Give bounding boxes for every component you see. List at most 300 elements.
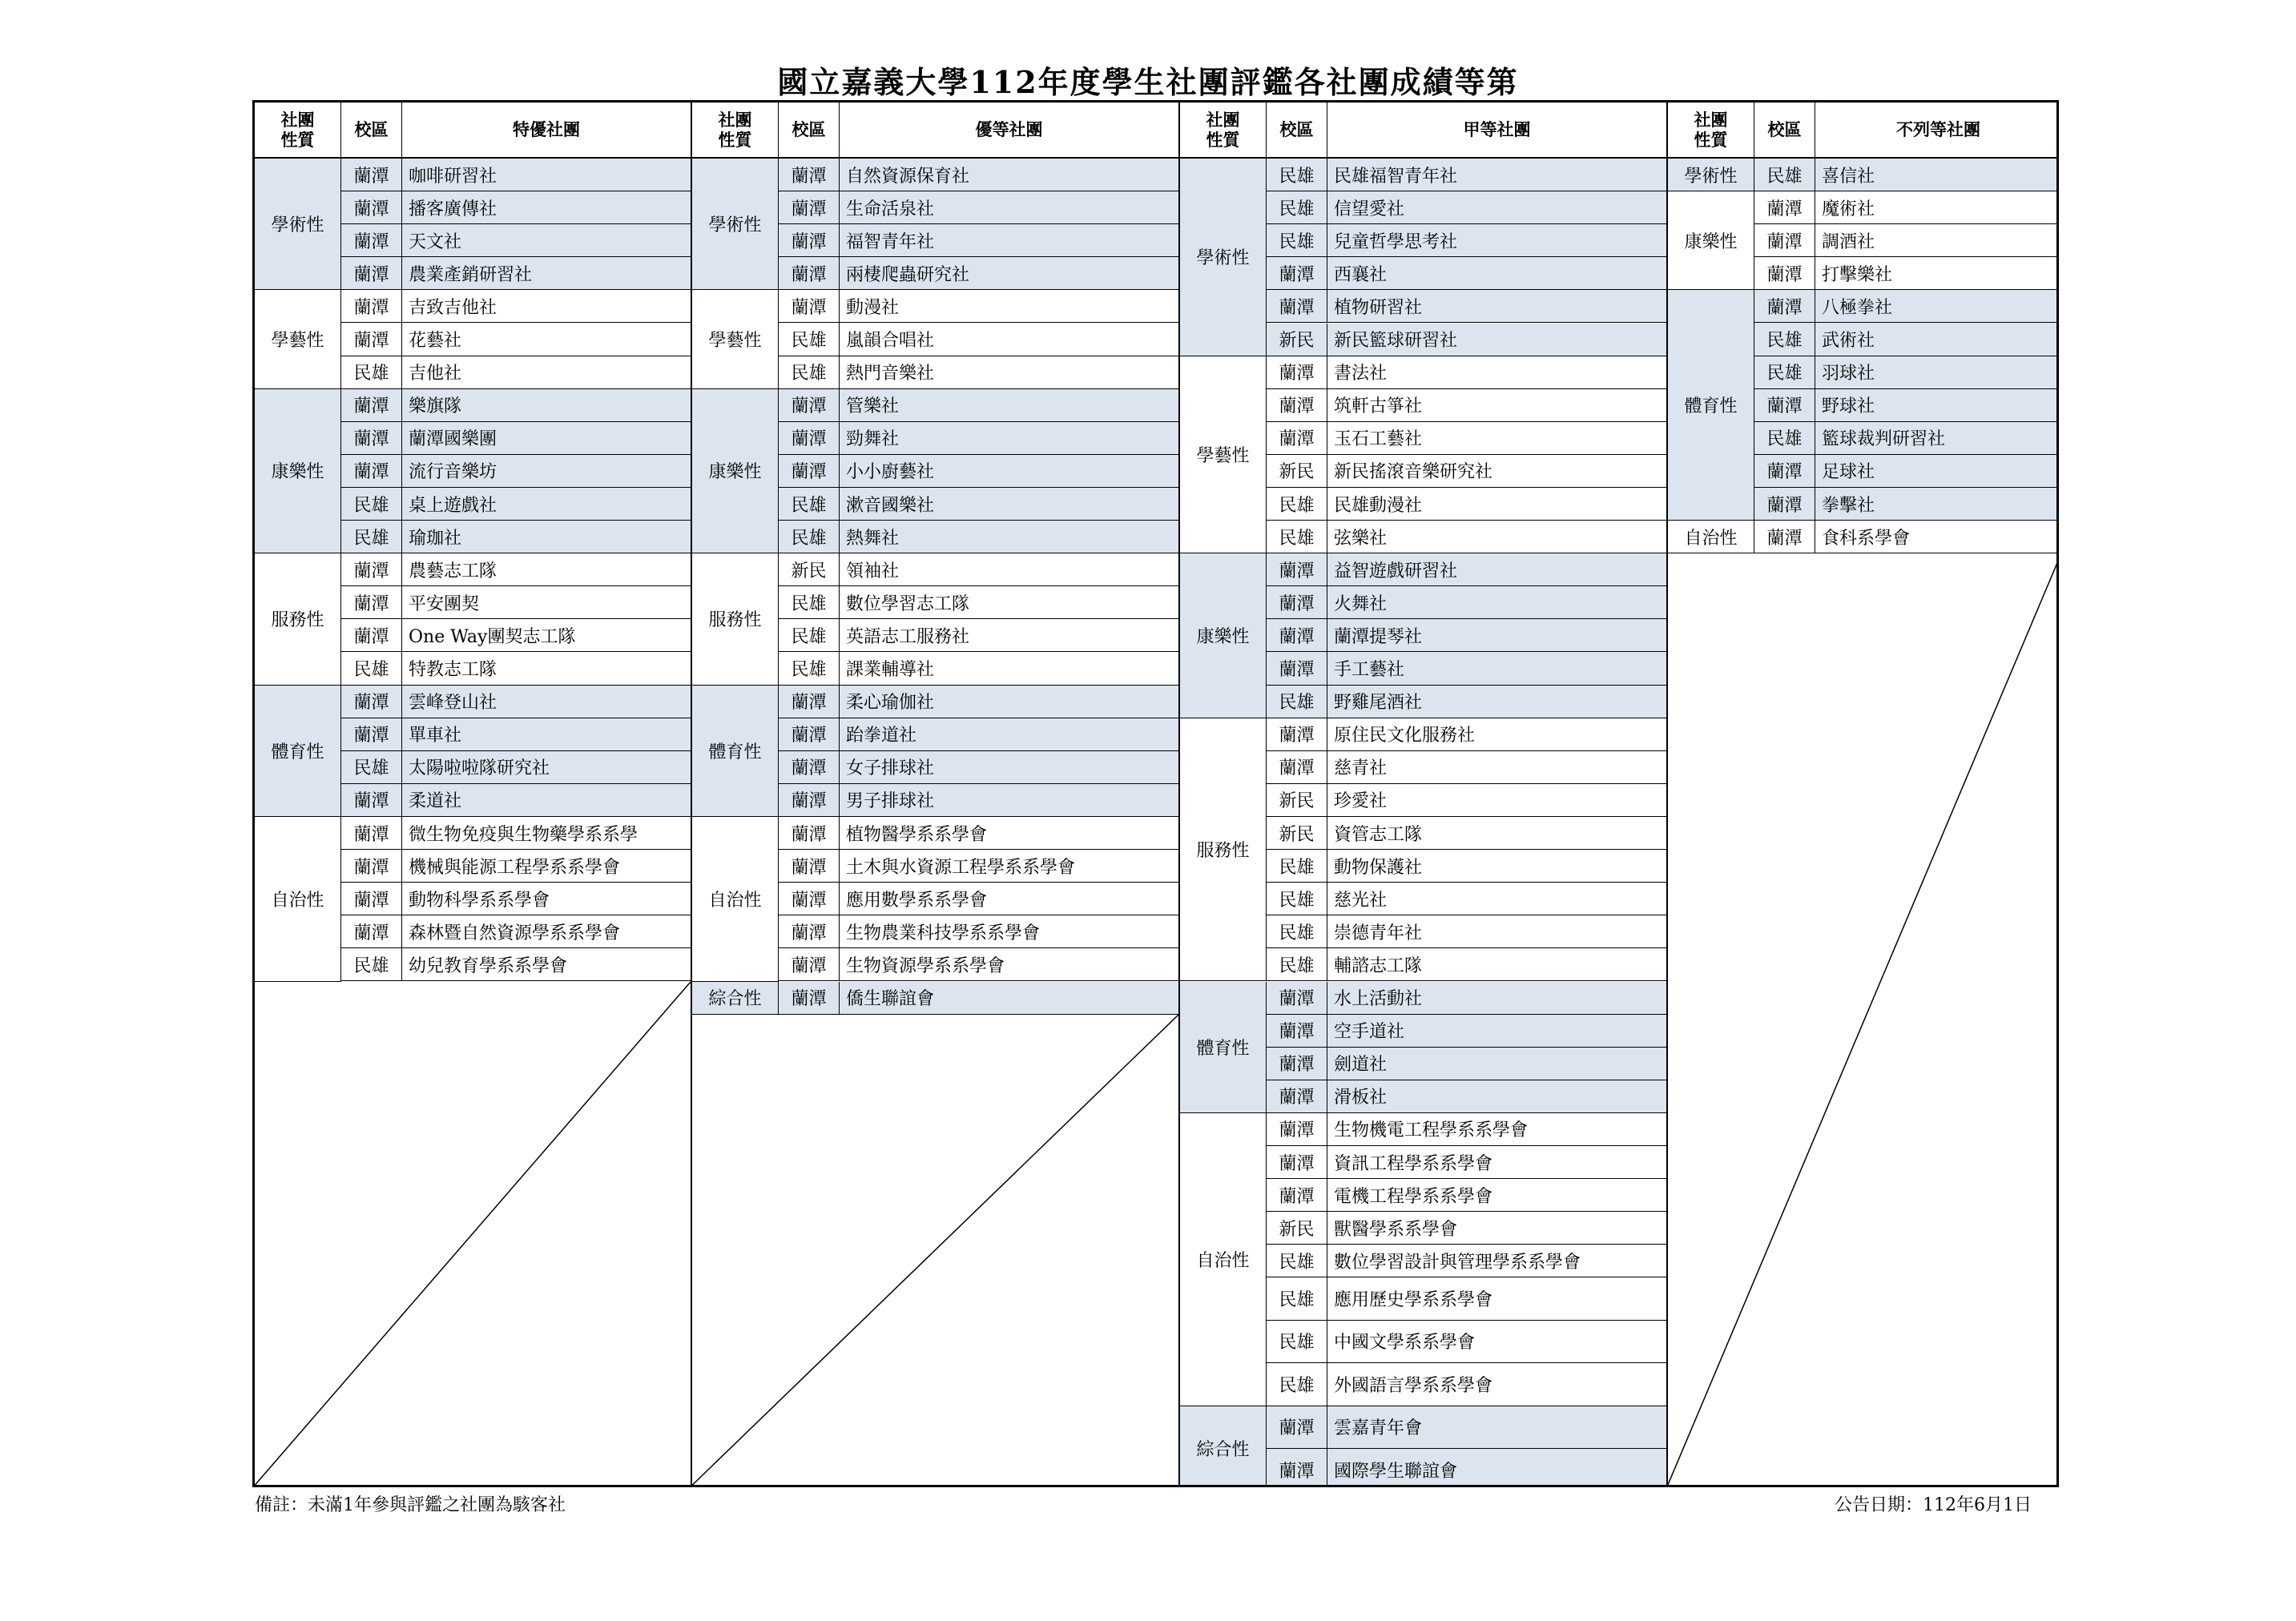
header-campus: 校區 xyxy=(779,103,840,157)
campus-cell: 蘭潭 xyxy=(1267,751,1327,783)
grade-column xyxy=(1668,103,2059,1485)
club-name: 輔諮志工隊 xyxy=(1334,955,1423,976)
club-name: 新民搖滾音樂研究社 xyxy=(1334,462,1493,483)
table-row xyxy=(1267,1321,1666,1363)
header-campus: 校區 xyxy=(1267,103,1327,157)
club-name: 自然資源保育社 xyxy=(846,166,970,187)
campus-cell: 蘭潭 xyxy=(779,191,840,223)
club-name: 播客廣傳社 xyxy=(409,199,497,219)
table-row xyxy=(341,257,691,290)
club-name: 雲嘉青年會 xyxy=(1334,1418,1423,1439)
club-type-cell: 服務性 xyxy=(255,553,341,685)
table-row xyxy=(1267,1212,1666,1245)
campus-cell: 蘭潭 xyxy=(1754,455,1815,487)
diagonal-strike xyxy=(1668,553,2059,1485)
campus-cell: 蘭潭 xyxy=(341,455,402,487)
club-name: 動物保護社 xyxy=(1334,857,1423,878)
campus-cell: 蘭潭 xyxy=(1267,652,1327,684)
campus-cell: 蘭潭 xyxy=(1267,257,1327,289)
club-type-cell: 自治性 xyxy=(692,817,779,982)
club-type-cell: 學術性 xyxy=(1180,159,1267,356)
campus-cell: 蘭潭 xyxy=(1754,488,1815,520)
club-name: 外國語言學系系學會 xyxy=(1334,1375,1493,1396)
club-name: 資管志工隊 xyxy=(1334,824,1423,845)
club-name: 女子排球社 xyxy=(846,758,935,779)
table-row xyxy=(1754,389,2059,422)
club-name: 小小廚藝社 xyxy=(846,462,935,483)
club-name: 蘭潭提琴社 xyxy=(1334,626,1423,647)
club-name: 天文社 xyxy=(409,231,462,252)
club-name: 瑜珈社 xyxy=(409,528,462,549)
club-name: 空手道社 xyxy=(1334,1022,1405,1043)
campus-cell: 民雄 xyxy=(1267,1321,1327,1362)
empty-area xyxy=(692,1015,1178,1485)
table-row xyxy=(341,455,691,488)
campus-cell: 蘭潭 xyxy=(1267,1048,1327,1080)
campus-cell: 蘭潭 xyxy=(341,850,402,882)
table-row xyxy=(779,817,1178,850)
table-row xyxy=(341,488,691,521)
table-row xyxy=(1267,751,1666,784)
table-row xyxy=(779,619,1178,652)
club-name: 中國文學系系學會 xyxy=(1334,1333,1476,1354)
table-row xyxy=(779,686,1178,718)
campus-cell: 民雄 xyxy=(779,652,840,684)
campus-cell: 蘭潭 xyxy=(1267,982,1327,1014)
table-row xyxy=(341,521,691,553)
club-rows xyxy=(341,817,691,982)
campus-cell: 民雄 xyxy=(1267,488,1327,520)
table-row xyxy=(779,323,1178,356)
table-row xyxy=(341,652,691,685)
campus-cell: 蘭潭 xyxy=(341,323,402,355)
campus-cell: 蘭潭 xyxy=(341,586,402,618)
table-row xyxy=(1267,389,1666,422)
campus-cell: 蘭潭 xyxy=(341,389,402,421)
club-name: 單車社 xyxy=(409,726,462,746)
campus-cell: 蘭潭 xyxy=(341,422,402,454)
club-name: 拳擊社 xyxy=(1822,495,1875,516)
campus-cell: 蘭潭 xyxy=(341,257,402,289)
table-row xyxy=(1754,455,2059,488)
table-row xyxy=(1267,455,1666,488)
club-name: 益智遊戲研習社 xyxy=(1334,561,1458,581)
club-type-cell: 體育性 xyxy=(692,686,779,817)
campus-cell: 新民 xyxy=(1267,1212,1327,1244)
club-name: 特教志工隊 xyxy=(409,660,497,681)
table-row xyxy=(1267,553,1666,586)
table-row xyxy=(1267,1406,1666,1449)
club-type-cell: 康樂性 xyxy=(1668,191,1754,290)
campus-cell: 民雄 xyxy=(341,948,402,980)
table-row xyxy=(1754,191,2059,224)
club-type-cell: 體育性 xyxy=(255,686,341,817)
footnote: 備註：未滿1年參與評鑑之社團為駭客社 xyxy=(255,1495,566,1515)
club-type-cell: 體育性 xyxy=(1668,290,1754,521)
campus-cell: 新民 xyxy=(1267,455,1327,487)
campus-cell: 蘭潭 xyxy=(341,817,402,849)
campus-cell: 蘭潭 xyxy=(1267,619,1327,651)
club-rows xyxy=(1754,191,2059,290)
club-rows xyxy=(1267,982,1666,1113)
campus-cell: 民雄 xyxy=(1267,686,1327,718)
table-row xyxy=(779,718,1178,751)
campus-cell: 蘭潭 xyxy=(1267,1179,1327,1211)
campus-cell: 蘭潭 xyxy=(779,686,840,718)
header-type: 社團 性質 xyxy=(1180,103,1267,157)
table-row xyxy=(779,521,1178,553)
campus-cell: 蘭潭 xyxy=(1754,257,1815,289)
table-row xyxy=(779,784,1178,817)
table-row xyxy=(1267,718,1666,751)
club-name: 慈青社 xyxy=(1334,758,1388,779)
table-row xyxy=(341,553,691,586)
table-row xyxy=(341,817,691,850)
club-rows xyxy=(341,553,691,685)
club-name: 野球社 xyxy=(1822,396,1875,417)
club-name: One Way團契志工隊 xyxy=(409,626,576,647)
club-name: 生物農業科技學系系學會 xyxy=(846,923,1041,943)
column-header xyxy=(1668,103,2059,159)
club-name: 資訊工程學系系學會 xyxy=(1334,1153,1493,1174)
club-name: 手工藝社 xyxy=(1334,660,1405,681)
table-row xyxy=(779,948,1178,981)
club-type-cell: 康樂性 xyxy=(692,389,779,554)
table-row xyxy=(1267,257,1666,290)
campus-cell: 民雄 xyxy=(1267,159,1327,191)
campus-cell: 蘭潭 xyxy=(341,883,402,915)
club-name: 幼兒教育學系系學會 xyxy=(409,955,568,976)
club-name: 農藝志工隊 xyxy=(409,561,497,581)
table-row xyxy=(341,751,691,784)
campus-cell: 蘭潭 xyxy=(1267,1015,1327,1047)
club-type-cell: 康樂性 xyxy=(255,389,341,554)
table-row xyxy=(779,422,1178,455)
club-name: 武術社 xyxy=(1822,331,1875,352)
campus-cell: 蘭潭 xyxy=(1754,389,1815,421)
table-row xyxy=(779,553,1178,586)
campus-cell: 蘭潭 xyxy=(1267,290,1327,322)
campus-cell: 蘭潭 xyxy=(341,784,402,816)
table-row xyxy=(341,883,691,915)
club-name: 僑生聯誼會 xyxy=(846,989,935,1010)
campus-cell: 新民 xyxy=(1267,324,1327,356)
club-name: 水上活動社 xyxy=(1334,989,1423,1010)
table-row xyxy=(341,586,691,619)
club-name: 微生物免疫與生物藥學系系學 xyxy=(409,824,638,845)
campus-cell: 蘭潭 xyxy=(1267,553,1327,585)
campus-cell: 民雄 xyxy=(1754,323,1815,355)
club-name: 劍道社 xyxy=(1334,1055,1388,1076)
column-body xyxy=(692,159,1178,1485)
table-row xyxy=(1267,982,1666,1015)
club-name: 森林暨自然資源學系系學會 xyxy=(409,923,621,943)
club-name: 數位學習設計與管理學系系學會 xyxy=(1334,1252,1581,1273)
table-row xyxy=(341,915,691,948)
table-row xyxy=(1754,422,2059,455)
table-row xyxy=(1267,224,1666,257)
column-body xyxy=(1668,159,2059,1485)
club-name: 弦樂社 xyxy=(1334,528,1388,549)
club-name: 勁舞社 xyxy=(846,429,900,450)
campus-cell: 蘭潭 xyxy=(1267,1080,1327,1112)
header-type: 社團 性質 xyxy=(1668,103,1754,157)
club-name: 籃球裁判研習社 xyxy=(1822,429,1946,450)
club-name: 平安團契 xyxy=(409,593,480,614)
club-rows xyxy=(779,389,1178,554)
table-row xyxy=(779,488,1178,521)
club-name: 吉致吉他社 xyxy=(409,297,497,318)
campus-cell: 民雄 xyxy=(341,488,402,520)
club-rows xyxy=(1754,290,2059,521)
club-name: 熱門音樂社 xyxy=(846,364,935,384)
campus-cell: 民雄 xyxy=(341,521,402,553)
campus-cell: 民雄 xyxy=(1754,159,1815,191)
header-grade: 不列等社團 xyxy=(1896,119,1980,140)
club-name: 生物資源學系系學會 xyxy=(846,955,1005,976)
club-type-cell: 學術性 xyxy=(1668,159,1754,191)
campus-cell: 民雄 xyxy=(1267,1245,1327,1277)
club-name: 羽球社 xyxy=(1822,364,1875,384)
announcement-date: 公告日期：112年6月1日 xyxy=(1835,1495,2032,1515)
table-row xyxy=(1754,290,2059,323)
club-type-cell: 服務性 xyxy=(1180,718,1267,982)
table-row xyxy=(341,718,691,751)
club-type-cell: 體育性 xyxy=(1180,982,1267,1113)
table-row xyxy=(341,619,691,652)
club-name: 野雞尾酒社 xyxy=(1334,693,1423,714)
campus-cell: 民雄 xyxy=(1267,850,1327,882)
club-type-cell: 服務性 xyxy=(692,553,779,685)
table-row xyxy=(1754,488,2059,521)
club-name: 書法社 xyxy=(1334,364,1388,384)
campus-cell: 蘭潭 xyxy=(341,619,402,651)
club-name: 吉他社 xyxy=(409,364,462,384)
club-type-cell: 學術性 xyxy=(255,159,341,290)
club-name: 兒童哲學思考社 xyxy=(1334,231,1458,252)
table-row xyxy=(1754,356,2059,389)
club-name: 喜信社 xyxy=(1822,166,1875,187)
club-rows xyxy=(1754,521,2059,553)
club-rows xyxy=(1267,356,1666,554)
club-name: 柔道社 xyxy=(409,791,462,812)
table-row xyxy=(779,389,1178,422)
campus-cell: 蘭潭 xyxy=(779,915,840,947)
club-name: 滑板社 xyxy=(1334,1088,1388,1108)
campus-cell: 蘭潭 xyxy=(1267,1406,1327,1448)
table-row xyxy=(779,883,1178,915)
table-row xyxy=(1267,356,1666,389)
club-name: 漱音國樂社 xyxy=(846,495,935,516)
club-name: 動物科學系系學會 xyxy=(409,890,550,911)
campus-cell: 蘭潭 xyxy=(779,982,840,1014)
club-name: 打擊樂社 xyxy=(1822,264,1893,285)
table-row xyxy=(1267,850,1666,883)
club-name: 樂旗隊 xyxy=(409,396,462,417)
table-row xyxy=(1754,159,2059,191)
club-name: 機械與能源工程學系系學會 xyxy=(409,857,621,878)
table-row xyxy=(341,784,691,817)
club-type-cell: 學藝性 xyxy=(692,290,779,388)
table-row xyxy=(1267,1015,1666,1048)
club-name: 應用歷史學系系學會 xyxy=(1334,1290,1493,1311)
club-name: 植物研習社 xyxy=(1334,297,1423,318)
campus-cell: 蘭潭 xyxy=(1754,191,1815,223)
table-row xyxy=(779,652,1178,685)
campus-cell: 民雄 xyxy=(779,521,840,553)
table-row xyxy=(341,159,691,191)
table-row xyxy=(341,389,691,422)
campus-cell: 蘭潭 xyxy=(1267,1113,1327,1145)
diagonal-strike xyxy=(255,982,691,1486)
club-name: 足球社 xyxy=(1822,462,1875,483)
table-row xyxy=(1267,422,1666,455)
table-row xyxy=(341,850,691,883)
table-row xyxy=(1267,619,1666,652)
table-row xyxy=(1267,290,1666,323)
club-rows xyxy=(779,686,1178,817)
club-name: 嵐韻合唱社 xyxy=(846,331,935,352)
club-rows xyxy=(779,817,1178,982)
campus-cell: 蘭潭 xyxy=(779,817,840,849)
club-name: 數位學習志工隊 xyxy=(846,593,970,614)
club-name: 食科系學會 xyxy=(1822,528,1911,549)
campus-cell: 民雄 xyxy=(1754,422,1815,454)
campus-cell: 蘭潭 xyxy=(779,224,840,256)
club-rows xyxy=(779,553,1178,685)
club-name: 西襄社 xyxy=(1334,264,1388,285)
club-rows xyxy=(341,290,691,388)
table-row xyxy=(1267,948,1666,981)
table-row xyxy=(779,257,1178,290)
club-rows xyxy=(341,389,691,554)
club-name: 筑軒古箏社 xyxy=(1334,396,1423,417)
grade-column xyxy=(692,103,1180,1485)
campus-cell: 民雄 xyxy=(341,751,402,783)
column-body xyxy=(255,159,691,1485)
club-name: 魔術社 xyxy=(1822,199,1875,219)
table-row xyxy=(1267,324,1666,356)
club-name: 獸醫學系系學會 xyxy=(1334,1219,1458,1240)
table-row xyxy=(779,982,1178,1015)
campus-cell: 蘭潭 xyxy=(779,883,840,915)
club-name: 應用數學系系學會 xyxy=(846,890,988,911)
table-row xyxy=(1267,1048,1666,1080)
campus-cell: 蘭潭 xyxy=(779,257,840,289)
header-grade: 特優社團 xyxy=(513,119,580,140)
campus-cell: 蘭潭 xyxy=(341,718,402,750)
header-campus: 校區 xyxy=(1754,103,1815,157)
campus-cell: 蘭潭 xyxy=(779,159,840,191)
table-row xyxy=(341,191,691,224)
club-name: 桌上遊戲社 xyxy=(409,495,497,516)
campus-cell: 民雄 xyxy=(779,488,840,520)
club-rows xyxy=(341,686,691,817)
club-name: 雲峰登山社 xyxy=(409,693,497,714)
club-type-cell: 綜合性 xyxy=(1180,1406,1267,1487)
campus-cell: 民雄 xyxy=(779,586,840,618)
table-row xyxy=(779,455,1178,488)
club-name: 慈光社 xyxy=(1334,890,1388,911)
club-name: 福智青年社 xyxy=(846,231,935,252)
table-row xyxy=(1267,1179,1666,1212)
table-row xyxy=(341,290,691,323)
campus-cell: 蘭潭 xyxy=(1754,521,1815,553)
campus-cell: 蘭潭 xyxy=(341,686,402,718)
campus-cell: 蘭潭 xyxy=(779,850,840,882)
empty-area xyxy=(1668,553,2059,1485)
campus-cell: 蘭潭 xyxy=(779,290,840,322)
table-row xyxy=(1267,1363,1666,1406)
club-name: 跆拳道社 xyxy=(846,726,917,746)
table-row xyxy=(341,686,691,718)
club-name: 流行音樂坊 xyxy=(409,462,497,483)
campus-cell: 蘭潭 xyxy=(1267,1449,1327,1487)
empty-area xyxy=(255,982,691,1486)
table-row xyxy=(1267,883,1666,915)
campus-cell: 蘭潭 xyxy=(1267,586,1327,618)
club-type-cell: 康樂性 xyxy=(1180,553,1267,718)
campus-cell: 民雄 xyxy=(1267,521,1327,553)
club-name: 崇德青年社 xyxy=(1334,923,1423,943)
club-name: 蘭潭國樂團 xyxy=(409,429,497,450)
club-type-cell: 綜合性 xyxy=(692,982,779,1015)
table-row xyxy=(1267,521,1666,553)
club-name: 太陽啦啦隊研究社 xyxy=(409,758,550,779)
table-row xyxy=(779,586,1178,619)
campus-cell: 民雄 xyxy=(1267,1363,1327,1405)
club-name: 領袖社 xyxy=(846,561,900,581)
club-rows xyxy=(1267,718,1666,982)
campus-cell: 蘭潭 xyxy=(341,224,402,256)
club-name: 民雄福智青年社 xyxy=(1334,166,1458,187)
header-grade: 甲等社團 xyxy=(1463,119,1531,140)
club-name: 花藝社 xyxy=(409,331,462,352)
table-row xyxy=(1267,586,1666,619)
club-name: 土木與水資源工程學系系學會 xyxy=(846,857,1076,878)
campus-cell: 民雄 xyxy=(1267,191,1327,223)
column-header xyxy=(255,103,691,159)
club-name: 生命活泉社 xyxy=(846,199,935,219)
header-type: 社團 性質 xyxy=(692,103,779,157)
table-row xyxy=(1267,488,1666,521)
header-type: 社團 性質 xyxy=(255,103,341,157)
campus-cell: 蘭潭 xyxy=(779,389,840,421)
campus-cell: 蘭潭 xyxy=(341,915,402,947)
club-rows xyxy=(779,982,1178,1015)
club-rows xyxy=(779,290,1178,388)
campus-cell: 民雄 xyxy=(1267,915,1327,947)
campus-cell: 蘭潭 xyxy=(1267,718,1327,750)
campus-cell: 民雄 xyxy=(779,619,840,651)
club-type-cell: 自治性 xyxy=(255,817,341,982)
table-row xyxy=(779,290,1178,323)
club-type-cell: 自治性 xyxy=(1180,1113,1267,1406)
grade-column xyxy=(1180,103,1668,1485)
club-name: 農業產銷研習社 xyxy=(409,264,533,285)
campus-cell: 蘭潭 xyxy=(779,455,840,487)
campus-cell: 民雄 xyxy=(1267,1277,1327,1319)
campus-cell: 蘭潭 xyxy=(341,191,402,223)
table-row xyxy=(1754,521,2059,553)
club-name: 課業輔導社 xyxy=(846,660,935,681)
campus-cell: 蘭潭 xyxy=(779,718,840,750)
club-type-cell: 學藝性 xyxy=(255,290,341,388)
ranking-table xyxy=(252,100,2059,1487)
club-name: 新民籃球研習社 xyxy=(1334,331,1458,352)
campus-cell: 新民 xyxy=(779,553,840,585)
campus-cell: 新民 xyxy=(1267,784,1327,816)
